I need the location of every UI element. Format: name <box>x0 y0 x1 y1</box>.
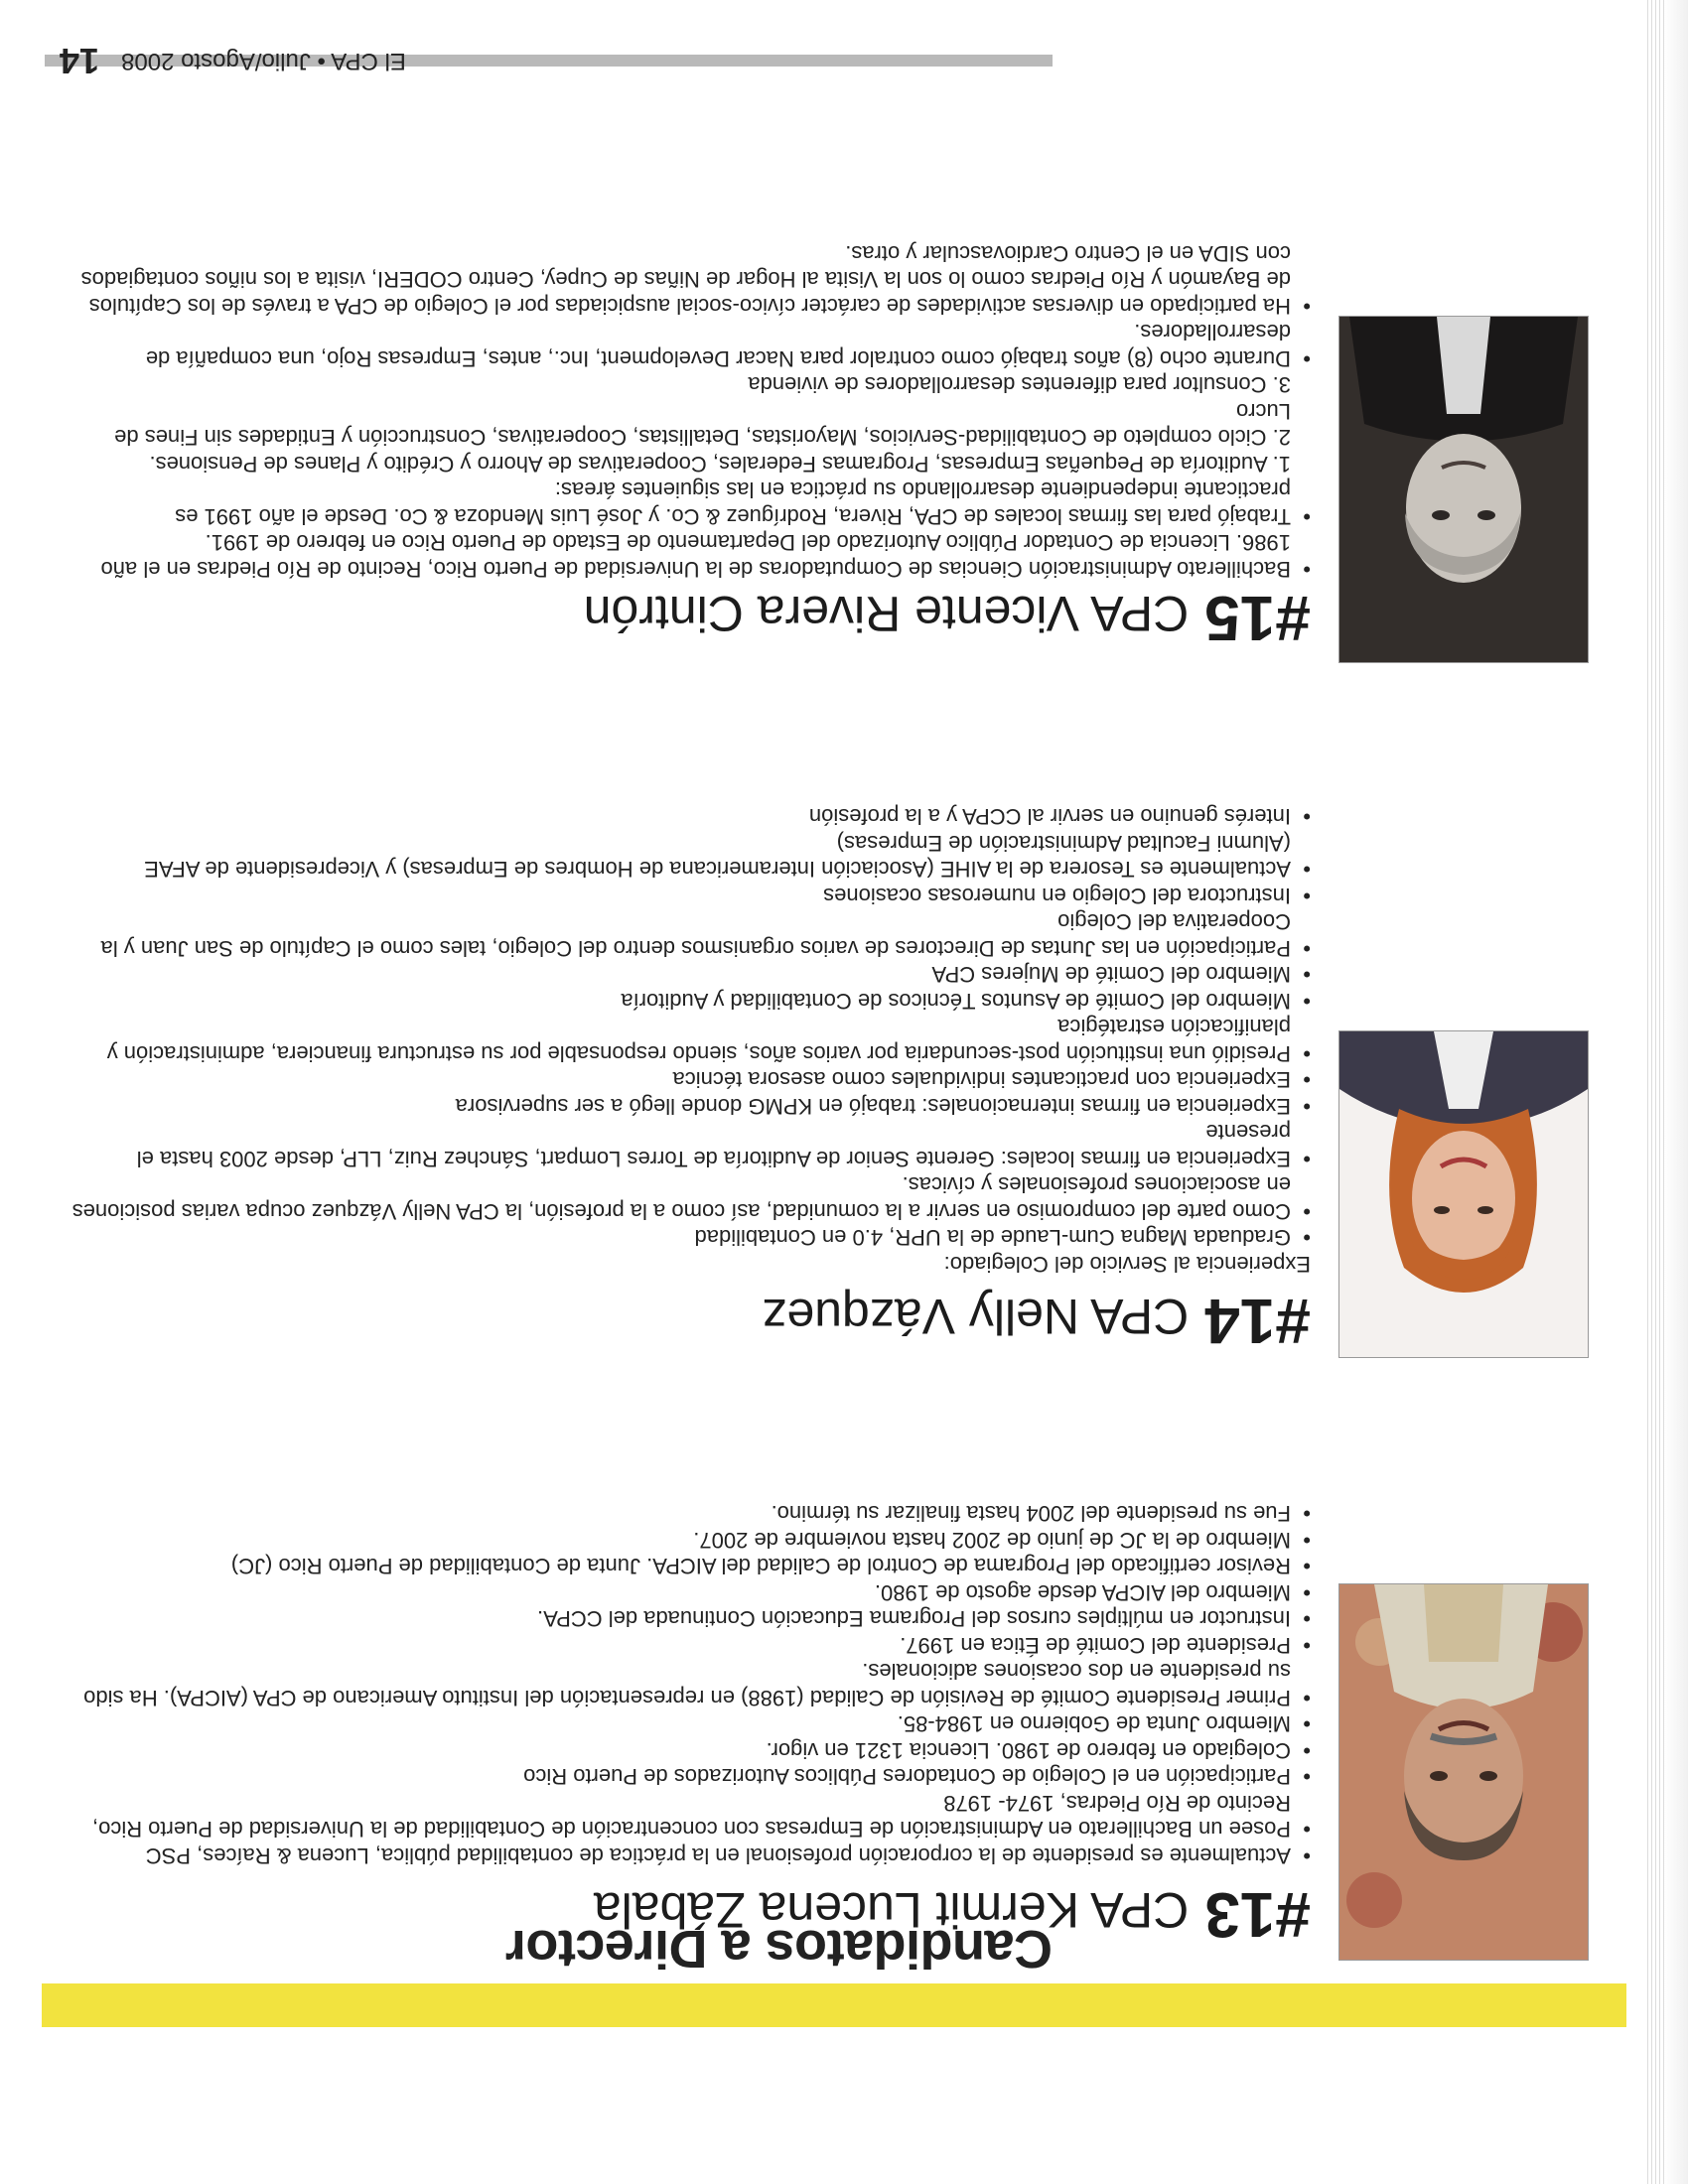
bio-item: • Miembro Junta de Gobierno en 1984-85. <box>70 1710 1311 1737</box>
bio-item: • Interés genuino en servir al CCPA y a la profesión <box>70 803 1311 830</box>
bio-item: • Graduada Magna Cum-Laude de la UPR, 4.0 en Contabilidad <box>70 1224 1311 1251</box>
bio-item: • Ha participado en diversas actividades de carácter cívico-social auspiciadas por el Colegio de CPA a través de los Capítulos de Bayamón y Río Piedras como lo son la Visita al Hogar de Niñas de Cupey, Centro CODERI, visita a los niños contagiados con SIDA en el Centro Cardiovascular y otras. <box>70 240 1311 320</box>
bio-item: • Presidió una institución post-secundaria por varios años, siendo responsable por su estructura financiera, administración y planificación estratégica <box>70 1014 1311 1066</box>
bio-item: • Experiencia en firmas locales: Gerente Senior de Auditoría de Torres Lompart, Sánchez Ruiz, LLP, desde 2003 hasta el presente <box>70 1119 1311 1171</box>
bio-item: • Durante ocho (8) años trabajó como contralor para Nacar Development, Inc., antes, Empresas Rojo, una compañía de desarrolladores. <box>70 319 1311 371</box>
publication-info: El CPA • Julio/Agosto 2008 <box>121 48 406 74</box>
candidate-15-photo <box>1338 316 1589 663</box>
bio-item: • Como parte del compromiso en servir a la comunidad, así como a la profesión, la CPA Nelly Vázquez ocupa varias posiciones en asociaciones profesionales y cívicas. <box>70 1171 1311 1224</box>
page-edge <box>1664 0 1688 2184</box>
bio-subitem: 1. Auditoría de Pequeñas Empresas, Programas Federales, Cooperativas de Ahorro y Crédito y Planes de Pensiones. <box>149 452 1291 477</box>
candidate-14-number: #14 <box>1204 1286 1311 1357</box>
candidate-14-heading <box>762 1285 1311 1358</box>
candidate-13-number: #13 <box>1204 1879 1311 1951</box>
bio-item: • Actualmente es presidente de la corporación profesional en la práctica de contabilidad pública, Lucena & Raíces, PSC <box>70 1843 1311 1869</box>
bio-item: • Miembro del Comité de Mujeres CPA <box>70 961 1311 988</box>
bio-item: • Trabajó para las firmas locales de CPA, Rivera, Rodríguez & Co. y José Luis Mendoza & Co. Desde el año 1991 es practicante independiente desarrollando su práctica en las siguientes áreas: <box>70 477 1311 529</box>
bio-item: • Miembro del Comité de Asuntos Técnicos de Contabilidad y Auditoría <box>70 988 1311 1015</box>
candidate-13-name: CPA Kermit Lucena Zábala <box>593 1882 1190 1938</box>
candidate-14-photo <box>1338 1030 1589 1358</box>
bio-item: • Presidente del Comité de Ética en 1997. <box>70 1632 1311 1659</box>
candidate-15-number: #15 <box>1204 583 1311 654</box>
bio-item: • Experiencia con practicantes individuales como asesora técnica <box>70 1066 1311 1093</box>
bio-item: • Bachillerato Administración Ciencias de Computadoras de la Universidad de Puerto Rico, Recinto de Río Piedras en el año 1986. Licencia de Contador Público Autorizado del Departamento de Estado de Puerto Rico en febrero de 1991. <box>70 529 1311 582</box>
candidate-15-heading <box>584 582 1311 655</box>
page-title: Candidatos a Director <box>505 1919 1053 1979</box>
candidate-13-heading <box>594 1878 1311 1952</box>
bio-item: • Miembro del AICPA desde agosto de 1980. <box>70 1579 1311 1606</box>
bio-item: • Actualmente es Tesorera de la AIHE (Asociación Interamericana de Hombres de Empresas) y Vicepresidente de AFAE (Alumni Facultad Administración de Empresas) <box>70 830 1311 883</box>
candidate-13-photo <box>1338 1583 1589 1961</box>
bio-subitem: 3. Consultor para diferentes desarrolladores de vivienda <box>748 372 1291 398</box>
bio-item: • Participación en el Colegio de Contadores Públicos Autorizados de Puerto Rico <box>70 1763 1311 1790</box>
candidate-15-bio <box>70 240 1311 583</box>
bio-item: • Revisor certificado del Programa de Control de Calidad del AICPA. Junta de Contabilidad de Puerto Rico (JC) <box>70 1553 1311 1579</box>
bio-intro: Experiencia al Servicio del Colegiado: <box>943 1252 1311 1277</box>
bio-item: • Participación en las Juntas de Directores de varios organismos dentro del Colegio, tales como el Capítulo de San Juan y la Cooperativa del Colegio <box>70 908 1311 961</box>
bio-item: • Instructor en múltiples cursos del Programa Educación Continuada del CCPA. <box>70 1605 1311 1632</box>
page-number: 14 <box>60 41 100 81</box>
bio-item: • Primer Presidente Comité de Revisión de Calidad (1988) en representación del Instituto Americano de CPA (AICPA). Ha sido su presidente en dos ocasiones adicionales. <box>70 1658 1311 1710</box>
candidate-14-bio <box>70 803 1311 1277</box>
candidate-14-name: CPA Nelly Vázquez <box>762 1289 1190 1344</box>
bio-subitem: 2. Ciclo completo de Contabilidad-Servicios, Mayoristas, Detallistas, Cooperativas, Construcción y Entidades sin Fines de Lucro <box>114 399 1291 451</box>
bio-item: • Miembro de la JC de junio de 2002 hasta noviembre de 2007. <box>70 1527 1311 1554</box>
bio-item: • Posee un Bachillerato en Administración de Empresas con concentración de Contabilidad de la Universidad de Puerto Rico, Recinto de Río Piedras, 1974- 1978 <box>70 1790 1311 1843</box>
bio-item: • Experiencia en firmas internacionales: trabajó en KPMG donde llegó a ser supervisora <box>70 1093 1311 1120</box>
page-edge-lines <box>1644 0 1664 2184</box>
candidate-15-name: CPA Vicente Rivera Cintrón <box>583 586 1190 641</box>
bio-item: • Colegiado en febrero de 1980. Licencia 1321 en vigor. <box>70 1737 1311 1764</box>
page-footer <box>60 40 695 81</box>
bio-item: • Fue su presidente del 2004 hasta finalizar su término. <box>70 1500 1311 1527</box>
candidate-13-bio <box>70 1500 1311 1868</box>
bio-item: • Instructora del Colegio en numerosas ocasiones <box>70 883 1311 909</box>
header-accent-bar <box>42 1983 1626 2027</box>
